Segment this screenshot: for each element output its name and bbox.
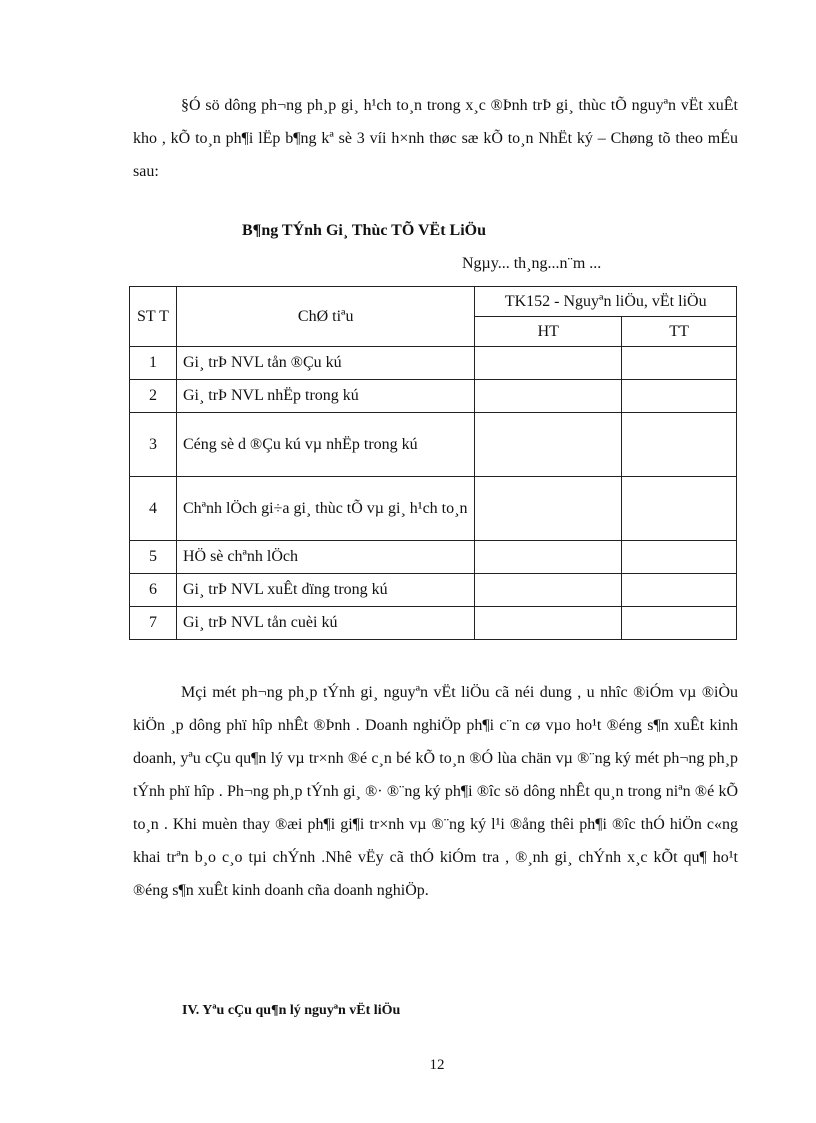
header-tt: TT (622, 317, 737, 347)
date-line: Ngµy... th¸ng...n¨m ... (462, 255, 602, 272)
row-ht-value (475, 413, 622, 477)
table-row (130, 574, 737, 607)
row-ht-value (475, 477, 622, 541)
row-item: Gi¸ trÞ NVL tån cuèi kú (176, 607, 474, 640)
header-stt: ST T (130, 287, 177, 347)
row-ht-value (475, 380, 622, 413)
row-stt: 7 (130, 607, 177, 640)
row-ht-value (475, 347, 622, 380)
table-row (130, 477, 737, 541)
row-stt: 5 (130, 541, 177, 574)
table-row (130, 541, 737, 574)
row-item: Gi¸ trÞ NVL xuÊt dïng trong kú (176, 574, 474, 607)
table-row (130, 380, 737, 413)
row-tt-value (622, 477, 737, 541)
row-tt-value (622, 347, 737, 380)
row-item: Gi¸ trÞ NVL tån ®Çu kú (176, 347, 474, 380)
row-item: Gi¸ trÞ NVL nhËp trong kú (176, 380, 474, 413)
table-row (130, 413, 737, 477)
row-tt-value (622, 574, 737, 607)
table-header-row (130, 287, 737, 317)
row-tt-value (622, 607, 737, 640)
row-stt: 4 (130, 477, 177, 541)
intro-paragraph: §Ó sö dông ph¬ng ph¸p gi¸ h¹ch to¸n trong x¸c ®Þnh trÞ gi¸ thùc tÕ nguyªn vËt xuÊt kho , kÕ to¸n ph¶i lËp b¶ng kª sè 3 víi h×nh thøc sæ kÕ to¸n NhËt ký – Chøng tõ theo mÉu sau: (133, 97, 738, 180)
row-stt: 2 (130, 380, 177, 413)
row-item: Céng sè d ®Çu kú vµ nhËp trong kú (176, 413, 474, 477)
row-item: Chªnh lÖch gi÷a gi¸ thùc tÕ vµ gi¸ h¹ch to¸n (176, 477, 474, 541)
page-number: 12 (429, 1057, 445, 1073)
header-account-group: TK152 - Nguyªn liÖu, vËt liÖu (475, 287, 737, 317)
section-heading: IV. Yªu cÇu qu¶n lý nguyªn vËt liÖu (182, 1003, 401, 1018)
table-row (130, 347, 737, 380)
table-row (130, 607, 737, 640)
row-tt-value (622, 380, 737, 413)
table-title: B¶ng TÝnh Gi¸ Thùc TÕ VËt LiÖu (242, 222, 486, 239)
row-ht-value (475, 541, 622, 574)
explanation-paragraph: Mçi mét ph¬ng ph¸p tÝnh gi¸ nguyªn vËt liÖu cã néi dung , u nhîc ®iÓm vµ ®iÒu kiÖn ¸p dông phï hîp nhÊt ®Þnh . Doanh nghiÖp ph¶i c¨n cø vµo ho¹t ®éng s¶n xuÊt kinh doanh, yªu cÇu qu¶n lý vµ tr×nh ®é c¸n bé kÕ to¸n ®Ó lùa chän vµ ®¨ng ký mét ph¬ng ph¸p tÝnh phï hîp . Ph¬ng ph¸p tÝnh gi¸ ®· ®¨ng ký ph¶i ®îc sö dông nhÊt qu¸n trong niªn ®é kÕ to¸n . Khi muèn thay ®æi ph¶i gi¶i tr×nh vµ ®¨ng ký l¹i ®ång thêi ph¶i ®îc thÓ hiÖn c«ng khai trªn b¸o c¸o tµi chÝnh .Nhê vËy cã thÓ kiÓm tra , ®¸nh gi¸ chÝnh x¸c kÕt qu¶ ho¹t ®éng s¶n xuÊt kinh doanh cña doanh nghiÖp. (133, 684, 738, 899)
header-item: ChØ tiªu (176, 287, 474, 347)
row-ht-value (475, 607, 622, 640)
row-item: HÖ sè chªnh lÖch (176, 541, 474, 574)
material-valuation-table (129, 286, 737, 640)
row-stt: 3 (130, 413, 177, 477)
row-tt-value (622, 541, 737, 574)
row-ht-value (475, 574, 622, 607)
header-ht: HT (475, 317, 622, 347)
row-stt: 1 (130, 347, 177, 380)
row-tt-value (622, 413, 737, 477)
row-stt: 6 (130, 574, 177, 607)
